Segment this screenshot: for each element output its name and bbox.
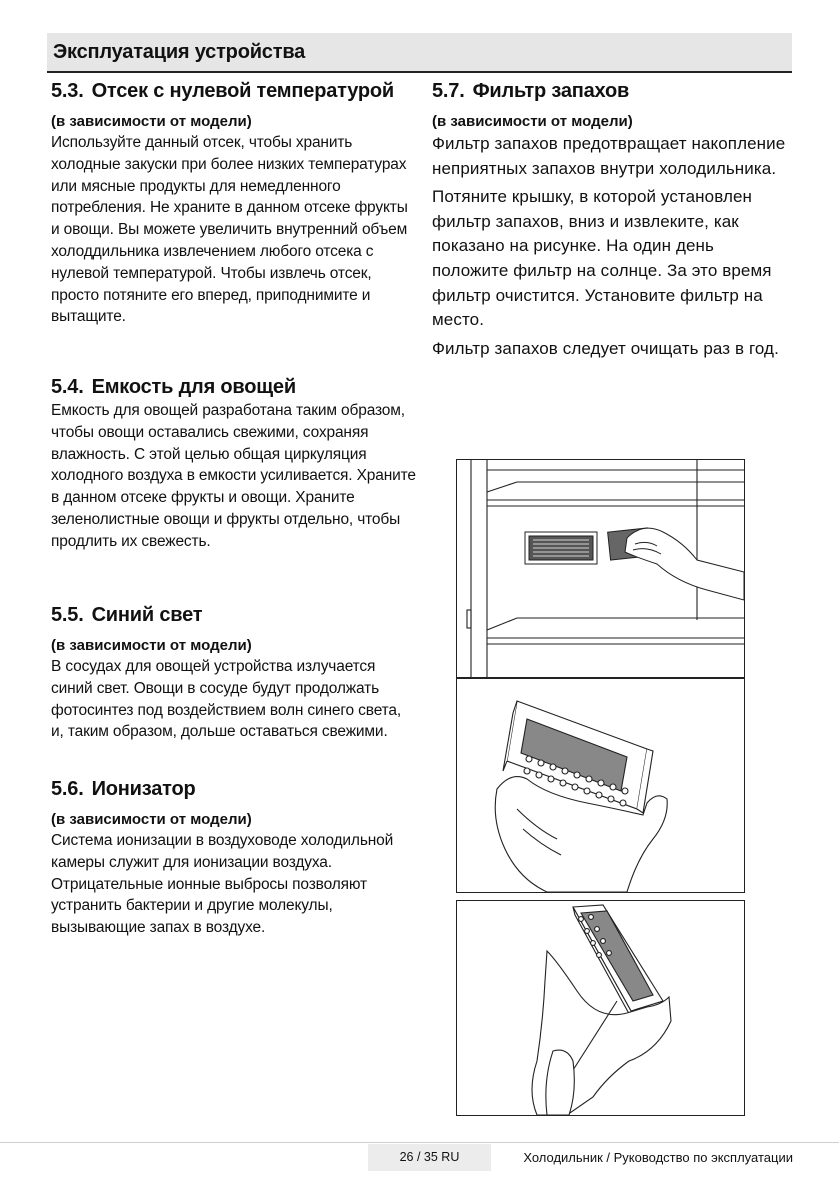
- footer-divider: [0, 1142, 839, 1143]
- figure-filter-cleaning: [456, 900, 745, 1116]
- section-5-3: [51, 78, 416, 328]
- section-body: Используйте данный отсек, чтобы хранить холодные закуски при более низких температурах или мясные продукты для немедленного потребления. Не храните в данном отсеке фрукты и овощи. Вы можете увеличить внутренний объем холоддильника извлечением любого отсека с нулевой температурой. Чтобы извлечь отсек, просто потяните его вперед, приподнимите и вытащите.: [51, 134, 408, 326]
- section-body-para-1: Фильтр запахов предотвращает накопление неприятных запахов внутри холодильника.: [432, 134, 786, 178]
- section-body: В сосудах для овощей устройства излучается синий свет. Овощи в сосуде будут продолжать фотосинтез под воздействием волн синего света, и, таким образом, дольше оставаться свежими.: [51, 658, 402, 741]
- section-title: 5.6. Ионизатор: [51, 778, 196, 800]
- fridge-filter-illustration: [457, 460, 744, 677]
- filter-cleaning-illustration: [457, 901, 744, 1115]
- page-number: 26 / 35 RU: [368, 1144, 491, 1171]
- page-header: [47, 33, 792, 73]
- figure-fridge-filter: [456, 459, 745, 678]
- section-title: 5.7. Фильтр запахов: [432, 80, 630, 102]
- section-5-5: [51, 602, 416, 743]
- filter-cover-illustration: [457, 679, 744, 892]
- section-5-4: [51, 374, 416, 553]
- right-column: [432, 78, 792, 361]
- section-title: 5.5. Синий свет: [51, 604, 203, 626]
- section-body-para-2: Потяните крышку, в которой установлен фильтр запахов, вниз и извлеките, как показано на рисунке. На один день положите фильтр на солнце. За это время фильтр очистится. Установите фильтр на место.: [432, 187, 772, 330]
- section-5-6: [51, 776, 416, 939]
- section-body: Емкость для овощей разработана таким образом, чтобы овощи оставались свежими, сохраняя влажность. С этой целью общая циркуляция холодного воздуха в емкости усиливается. Храните в данном отсеке фрукты и овощи. Храните зеленолистные овощи и фрукты отдельно, чтобы продлить их свежесть.: [51, 402, 416, 550]
- footer-document-title: Холодильник / Руководство по эксплуатации: [523, 1150, 793, 1165]
- section-subtitle: (в зависимости от модели): [51, 113, 252, 130]
- section-body-para-3: Фильтр запахов следует очищать раз в год.: [432, 338, 779, 358]
- section-title: 5.4. Емкость для овощей: [51, 376, 296, 398]
- section-title: 5.3. Отсек с нулевой температурой: [51, 80, 395, 102]
- section-body: Система ионизации в воздуховоде холодильной камеры служит для ионизации воздуха. Отрицательные ионные выбросы позволяют устранить бактерии и другие молекулы, вызывающие запах в воздухе.: [51, 832, 394, 937]
- section-subtitle: (в зависимости от модели): [51, 637, 252, 654]
- section-subtitle: (в зависимости от модели): [51, 811, 252, 828]
- figure-filter-cover-hand: [456, 678, 745, 893]
- section-subtitle: (в зависимости от модели): [432, 113, 633, 130]
- page-title: Эксплуатация устройства: [53, 41, 306, 63]
